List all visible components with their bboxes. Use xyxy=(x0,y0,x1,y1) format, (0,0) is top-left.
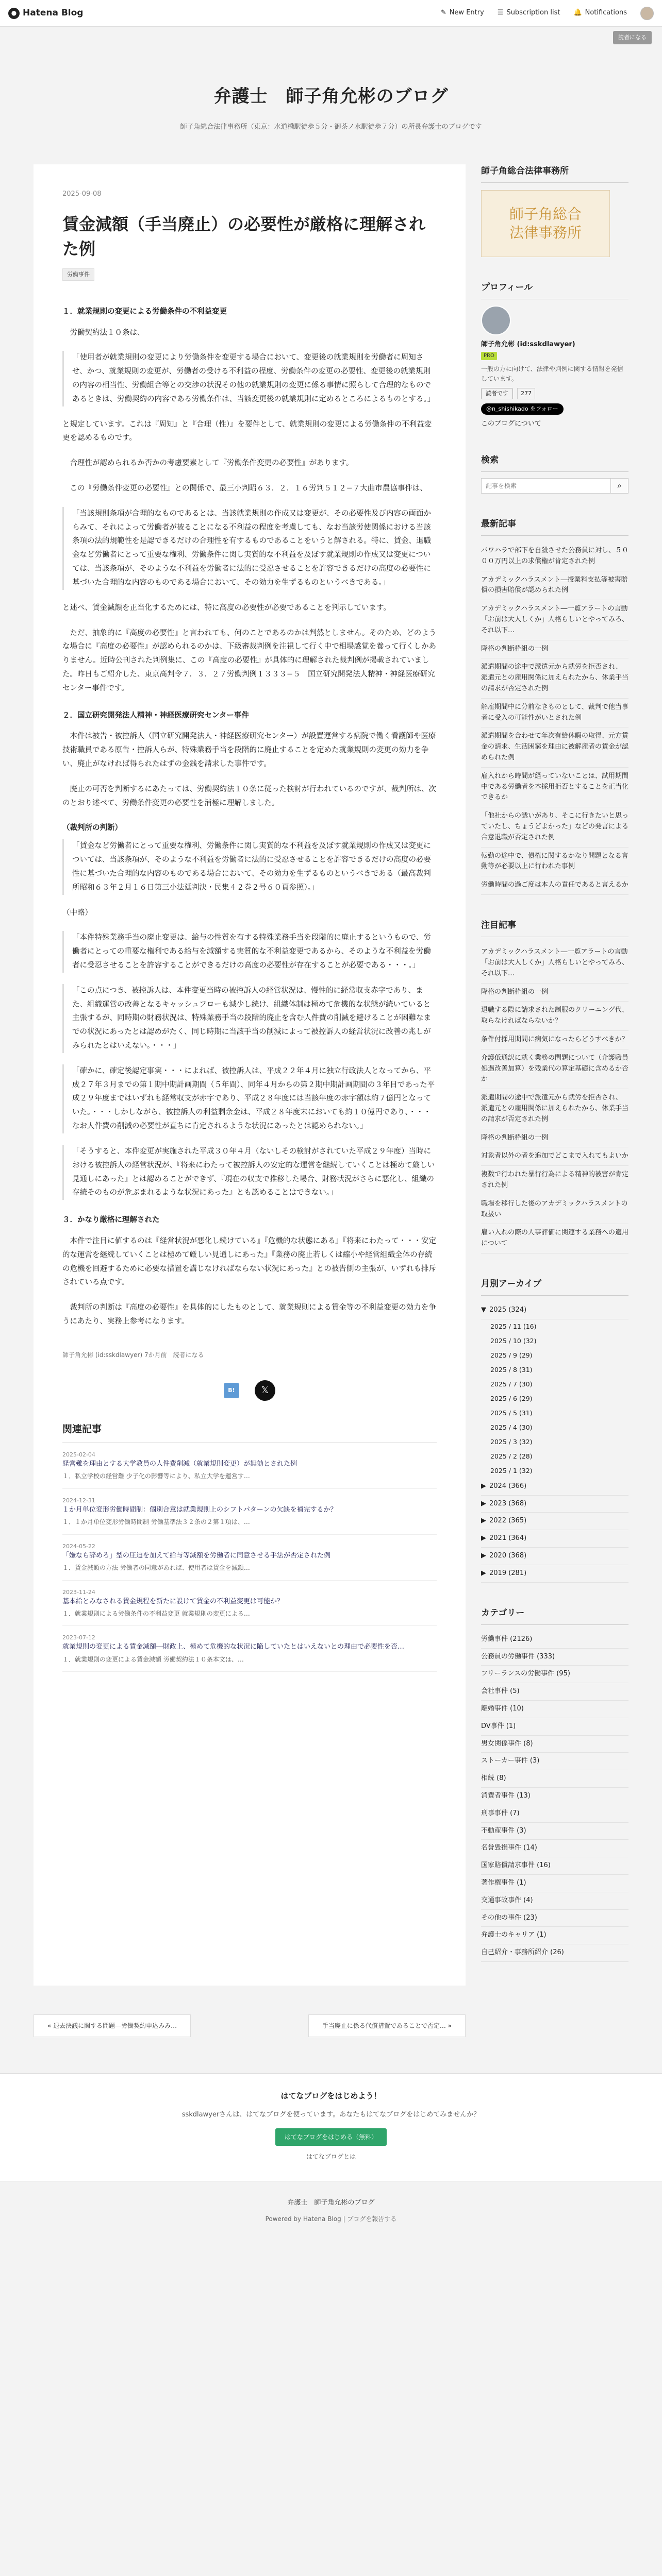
search-heading: 検索 xyxy=(481,453,628,472)
x-follow-button[interactable]: @n_shishikado をフォロー xyxy=(481,403,564,415)
global-header-menu xyxy=(441,7,654,20)
recent-heading: 最新記事 xyxy=(481,517,628,536)
archive-year-label: 2019 (281) xyxy=(489,1569,527,1577)
archive-heading: 月別アーカイブ xyxy=(481,1277,628,1296)
chevron-right-icon: ▶ xyxy=(481,1534,486,1543)
category-link[interactable]: 会社事件 (5) xyxy=(481,1683,628,1701)
recent-link[interactable]: パワハラで部下を自殺させた公務員に対し、５０００万円以上の求償権が肯定された例 xyxy=(481,542,628,571)
page-footer xyxy=(0,2073,662,2225)
share-buttons xyxy=(62,1380,437,1401)
search-module xyxy=(481,453,628,494)
popular-module xyxy=(481,919,628,1253)
popular-link[interactable]: 降格の判断枠組の一例 xyxy=(481,984,628,1002)
popular-link[interactable]: 降格の判断枠組の一例 xyxy=(481,1129,628,1148)
archive-month[interactable]: 2025 / 2 (28) xyxy=(490,1452,533,1460)
new-entry-label: New Entry xyxy=(449,9,484,17)
popular-link[interactable]: 条件付採用期間に病気になったらどうすべきか？ xyxy=(481,1031,628,1049)
profile-description: 一般の方に向けて、法律や判例に関する情報を発信しています。 xyxy=(481,365,623,383)
archive-year-label: 2023 (368) xyxy=(489,1499,527,1507)
category-link[interactable]: ストーカー事件 (3) xyxy=(481,1753,628,1770)
entry-article xyxy=(34,164,466,1986)
archive-month[interactable]: 2025 / 4 (30) xyxy=(490,1423,533,1431)
related-excerpt: １．就業規則の変更による賃金減額 労働契約法１０条本文は、… xyxy=(62,1655,244,1663)
recent-link[interactable]: 派遣期間を合わせて年次有給休暇の取得、元方賃金の請求、生活困窮を理由に被解雇者の賃金が認められた例 xyxy=(481,727,628,767)
about-hatena-link[interactable]: はてなブログとは xyxy=(306,2153,356,2161)
paragraph: 本件で注目に値するのは『経営状況が悪化し続けている』『危機的な状態にある』『将来にわたって・・・安定的な運営を継続していくことは極めて厳しい見通しにあった』『業務の廃止若しくは縮小や経営組織全体の存続の危機を回避するために必要な措置を講じなければならない状況にあった』との被告側の主張が、いずれも排斥されている点です。 xyxy=(62,1236,436,1287)
archive-month[interactable]: 2025 / 3 (32) xyxy=(490,1437,533,1446)
category-link[interactable]: 消費者事件 (13) xyxy=(481,1788,628,1805)
related-item[interactable] xyxy=(62,1489,437,1535)
category-link[interactable]: 労働事件 (2126) xyxy=(481,1631,628,1649)
chevron-down-icon: ▼ xyxy=(481,1306,486,1314)
search-button[interactable] xyxy=(611,478,628,494)
popular-link[interactable]: 対象者以外の者を追加でどこまで入れてもよいか xyxy=(481,1147,628,1166)
category-link[interactable]: 不動産事件 (3) xyxy=(481,1823,628,1840)
related-title[interactable]: 経営難を理由とする大学教員の人件費削減（就業規則変更）が無効とされた例 xyxy=(62,1460,297,1468)
recent-list xyxy=(481,542,628,895)
blockquote: 「賃金など労働者にとって重要な権利、労働条件に関し実質的な不利益を及ぼす就業規則の作成又は変更については、当該条項が、そのような不利益を労働者に法的に受忍させることを許容できるだけの高度の必要性に基づいた合理的な内容のものである場合において、その効力を生ずるものというべきである（最高裁判所昭和６３年２月１６日第三小法廷判決・民集４２巻２号６０頁参照）。」 xyxy=(62,839,437,894)
chevron-right-icon: ▶ xyxy=(481,1517,486,1525)
paragraph: 裁判所の判断は『高度の必要性』を具体的にしたものとして、就業規則による賃金等の不利益変更の効力を争うにあたり、実務上参考になります。 xyxy=(62,1303,436,1326)
category-link[interactable]: DV事件 (1) xyxy=(481,1718,628,1736)
profile-module xyxy=(481,281,628,430)
archive-list xyxy=(481,1302,628,1583)
archive-year-label: 2022 (365) xyxy=(489,1517,527,1525)
entry-body xyxy=(62,305,437,1329)
hatena-blog-logo-label: Hatena Blog xyxy=(23,7,84,18)
signup-button[interactable]: はてなブログをはじめる（無料） xyxy=(275,2128,387,2146)
archive-month[interactable]: 2025 / 5 (31) xyxy=(490,1409,533,1417)
popular-link[interactable]: 派遣期間の途中で派遣元から就労を拒否され、派遣元との雇用関係に加えられたから、休業手当の請求が否定された例 xyxy=(481,1089,628,1129)
search-form xyxy=(481,478,628,494)
recent-link[interactable]: 派遣期間の途中で派遣元から就労を拒否され、派遣元との雇用関係に加えられたから、休業手当の請求が否定された例 xyxy=(481,658,628,698)
prev-entry-link[interactable]: « 退去決議に関する問題―労働契約申込みみ… xyxy=(34,2014,191,2037)
search-input[interactable] xyxy=(481,478,611,494)
paragraph: 労働契約法１０条は、 xyxy=(62,328,145,337)
related-item[interactable] xyxy=(62,1626,437,1672)
next-entry-link[interactable]: 手当廃止に係る代償措置であることで否定… » xyxy=(308,2014,466,2037)
related-date: 2025-02-04 xyxy=(62,1451,95,1459)
category-link[interactable]: 相続 (8) xyxy=(481,1770,628,1788)
related-excerpt: １．賃金減額の方法 労働者の同意があれば、使用者は賃金を減額… xyxy=(62,1564,250,1571)
archive-year[interactable] xyxy=(481,1496,628,1513)
archive-month[interactable]: 2025 / 6 (29) xyxy=(490,1394,533,1402)
blockquote: 「本件特殊業務手当の廃止変更は、給与の性質を有する特殊業務手当を段階的に廃止するというもので、労働者にとっての重要な権利である給与を減額する実質的な不利益変更であるから、そのような不利益を労働者に受忍させることを許容することができるだけの高度の必要性が存在することが必要である・・・。」 xyxy=(62,931,437,972)
sub-heading: （裁判所の判断） xyxy=(62,824,122,833)
section-heading: １．就業規則の変更による労働条件の不利益変更 xyxy=(62,307,227,316)
chevron-right-icon: ▶ xyxy=(481,1569,486,1577)
category-link[interactable]: 著作権事件 (1) xyxy=(481,1875,628,1892)
recent-link[interactable]: 解雇期間中に分前なきものとして、裁判で他当事者に受入の可能性がいとされた例 xyxy=(481,699,628,728)
category-link[interactable]: その他の事件 (23) xyxy=(481,1910,628,1927)
related-title[interactable]: 「嫌なら辞めろ」型の圧迫を加えて給与等減額を労働者に同意させる手法が否定された例 xyxy=(62,1551,331,1560)
subscription-list-label: Subscription list xyxy=(506,9,560,17)
related-list xyxy=(62,1443,437,1672)
archive-year[interactable] xyxy=(481,1302,628,1319)
recent-link[interactable]: 転勤の途中で、債権に関するかなり問題となる言動等が必要以上に行われた事例 xyxy=(481,848,628,877)
category-link[interactable]: 国家賠償請求事件 (16) xyxy=(481,1857,628,1875)
related-date: 2023-07-12 xyxy=(62,1634,95,1641)
blog-header xyxy=(0,47,662,164)
chevron-right-icon: ▶ xyxy=(481,1499,486,1507)
entry-date[interactable]: 2025-09-08 xyxy=(62,190,102,198)
footer-blog-name[interactable]: 弁護士 師子角允彬のブログ xyxy=(287,2199,375,2207)
paragraph: （中略） xyxy=(62,908,92,917)
blockquote: 「この点につき、被控訴人は、本件変更当時の被控訴人の経営状況は、慢性的に経常収支赤字であり、また、組織運営の改善となるキャッシュフローも減少し続け、組織体制は極めて危機的な状態が続いていると主張するが、同時期の財務状況は、特殊業務手当の段階的廃止を含む人件費の削減を避けることが困難なまでの状況にあったとは認めがたく、同じ時期に当該手当の削減によって被控訴人の経営状況に改善の兆しがみられたとはいえない。・・・」 xyxy=(62,984,437,1053)
popular-link[interactable]: 職場を移行した後のアカデミックハラスメントの取扱い xyxy=(481,1195,628,1225)
office-module xyxy=(481,164,628,257)
reader-bar xyxy=(0,27,662,47)
paragraph: と規定しています。これは『周知』と『合理（性）』を要件として、就業規則の変更による労働条件の不利益変更を認めるものです。 xyxy=(62,420,432,443)
related-title[interactable]: 基本給とみなされる賃金規程を新たに設けて賃金の不利益変更は可能か？ xyxy=(62,1597,284,1605)
recent-link[interactable]: 「他社からの誘いがあり、そこに行きたいと思っていたし、ちょうどよかった」などの発言による合意退職が否定された例 xyxy=(481,807,628,847)
hatena-bookmark-button[interactable]: B! xyxy=(224,1383,239,1398)
entry-title[interactable]: 賃金減額（手当廃止）の必要性が厳格に理解された例 xyxy=(62,214,426,259)
blockquote: 「使用者が就業規則の変更により労働条件を変更する場合において、変更後の就業規則を労働者に周知させ、かつ、就業規則の変更が、労働者の受ける不利益の程度、労働条件の変更の必要性、変更後の就業規則の内容の相当性、労働組合等との交渉の状況その他の就業規則の変更に係る事情に照らして合理的なものであるときは、労働契約の内容である労働条件は、当該変更後の就業規則に定めるところによるものとする。」 xyxy=(62,351,437,406)
archive-month[interactable]: 2025 / 1 (32) xyxy=(490,1466,533,1475)
content-wrapper xyxy=(34,164,628,1986)
global-header xyxy=(0,0,662,27)
notifications-label: Notifications xyxy=(585,9,627,17)
notifications-button[interactable] xyxy=(573,7,627,20)
blockquote: 「そうすると、本件変更が実施された平成３０年４月（ないしその検討がされていた平成２９年度）当時における被控訴人の経営状況が、『将来にわたって被控訴人の安定的な運営を継続していくことは極めて厳しい見通しにあった』とは認めることができず、『現在の収支で推移した場合、財務状況がさらに悪化し、組織の存続そのものが危ぶまれるような状況にあった』とも認めることはできない。」 xyxy=(62,1145,437,1200)
category-link[interactable]: 公務員の労働事件 (333) xyxy=(481,1649,628,1666)
related-item[interactable] xyxy=(62,1535,437,1581)
archive-month[interactable]: 2025 / 10 (32) xyxy=(490,1336,537,1345)
category-module xyxy=(481,1606,628,1962)
paragraph: 本件は被告・被控訴人（国立研究開発法人・神経医療研究センター）が設置運営する病院で働く看護師や医療技術職員である原告・控訴人らが、特殊業務手当を段階的に廃止することを定めた就業規則の変更の効力を争い、廃止がなければ得られたはずの金銭を請求した事件です。 xyxy=(62,732,436,769)
reader-button[interactable]: 読者です xyxy=(481,388,513,399)
profile-heading: プロフィール xyxy=(481,281,628,299)
category-list xyxy=(481,1631,628,1962)
chevron-right-icon: ▶ xyxy=(481,1552,486,1560)
archive-year[interactable] xyxy=(481,1513,628,1530)
category-heading: カテゴリー xyxy=(481,1606,628,1625)
office-heading: 師子角総合法律事務所 xyxy=(481,164,628,183)
powered-by[interactable]: Powered by Hatena Blog | ブログを報告する xyxy=(265,2215,397,2223)
popular-heading: 注目記事 xyxy=(481,919,628,937)
recent-link[interactable]: アカデミックハラスメント―授業料支払等被害賠償の損害賠償が認められた例 xyxy=(481,571,628,601)
list-icon: ☰ xyxy=(497,9,504,17)
sidebar xyxy=(481,164,628,1986)
pro-badge: PRO xyxy=(481,352,497,360)
related-item[interactable] xyxy=(62,1443,437,1489)
archive-year[interactable] xyxy=(481,1478,628,1496)
x-share-button[interactable]: 𝕏 xyxy=(255,1380,275,1401)
new-entry-button[interactable] xyxy=(441,7,484,20)
blockquote: 「確かに、確定後認定事実・・・によれば、被控訴人は、平成２２年４月に独立行政法人となってから、平成２７年３月までの第１期中期計画期間（５年間）、同年４月からの第２期中期計画期間の３年目であった平成２９年度まではいずれも経常収支が赤字であり、平成２８年度には当該年度の赤字額は約７億円となっていた。・・・しかしながら、被控訴人の利益剰余金は、平成２８年度末においても約１０億円であり、・・・なお人件費の削減の必要性が直ちに肯定されるような状況にあったとは認められない。」 xyxy=(62,1064,437,1133)
recent-link[interactable]: 降格の判断枠組の一例 xyxy=(481,640,628,659)
archive-year-label: 2025 (324) xyxy=(489,1306,527,1314)
category-link[interactable]: 離婚事件 (10) xyxy=(481,1701,628,1718)
blog-description: 師子角総合法律事務所（東京：水道橋駅徒歩５分・御茶ノ水駅徒歩７分）の所長弁護士のブログです xyxy=(180,123,482,131)
category-link[interactable]: 交通事故事件 (4) xyxy=(481,1892,628,1910)
bell-icon: 🔔 xyxy=(573,9,582,17)
subscribe-reader-button[interactable]: 読者になる xyxy=(613,31,652,44)
category-link[interactable]: 男女関係事件 (8) xyxy=(481,1736,628,1753)
related-excerpt: １．私立学校の経営難 少子化の影響等により、私立大学を運営す… xyxy=(62,1472,250,1480)
paragraph: 合理性が認められるか否かの考慮要素として『労働条件変更の必要性』があります。 xyxy=(62,459,354,468)
category-link[interactable]: 自己紹介・事務所紹介 (26) xyxy=(481,1944,628,1962)
related-title[interactable]: １か月単位変形労働時間制：個別合意は就業規則上のシフトパターンの欠缺を補完するか？ xyxy=(62,1506,337,1514)
archive-year[interactable] xyxy=(481,1548,628,1565)
paragraph: この『労働条件変更の必要性』との関係で、最三小判昭６３．２．１６労判５１２−７大曲市農協事件は、 xyxy=(62,484,427,493)
recent-module xyxy=(481,517,628,895)
archive-year-label: 2020 (368) xyxy=(489,1552,527,1560)
related-date: 2024-12-31 xyxy=(62,1497,95,1504)
about-blog-link[interactable]: このブログについて xyxy=(481,419,541,428)
popular-link[interactable]: 複数で行われた暴行行為による精神的被害が肯定された例 xyxy=(481,1166,628,1195)
entry-category[interactable]: 労働事件 xyxy=(62,268,94,281)
popular-link[interactable]: 退職する際に請求された制服のクリーニング代、取らなければならないか？ xyxy=(481,1002,628,1031)
paragraph: 廃止の可否を判断するにあたっては、労働契約法１０条に従った検討が行われているのですが、裁判所は、次のとおり述べて、労働条件変更の必要性を消極に理解しました。 xyxy=(62,785,436,807)
popular-link[interactable]: 雇い入れの際の人事評価に関連する業務への適用について xyxy=(481,1224,628,1253)
search-icon: ⌕ xyxy=(617,481,622,490)
user-avatar[interactable] xyxy=(640,7,654,20)
archive-module xyxy=(481,1277,628,1583)
entry-footer-meta: 師子角允彬 (id:sskdlawyer) 7か月前 読者になる xyxy=(62,1351,204,1359)
popular-link[interactable]: アカデミックハラスメント―一覧アラートの言動「お前は大人しくか」人格らしいとやってみろ、それ以下… xyxy=(481,943,628,983)
archive-month[interactable]: 2025 / 7 (30) xyxy=(490,1380,533,1388)
related-excerpt: １．就業規則による労働条件の不利益変更 就業規則の変更による… xyxy=(62,1609,250,1617)
office-logo[interactable] xyxy=(481,190,610,257)
signup-box xyxy=(0,2073,662,2181)
subscription-list-button[interactable] xyxy=(498,7,560,20)
archive-year-label: 2024 (366) xyxy=(489,1482,527,1490)
signup-title: はてなブログをはじめよう！ xyxy=(280,2091,382,2101)
hatena-logo-icon: ● xyxy=(8,8,20,19)
archive-month[interactable]: 2025 / 11 (16) xyxy=(490,1322,537,1330)
archive-year-label: 2021 (364) xyxy=(489,1534,527,1543)
office-logo-text: 師子角総合 法律事務所 xyxy=(509,205,582,242)
category-link[interactable]: 名誉毀損事件 (14) xyxy=(481,1840,628,1857)
pager xyxy=(34,2014,466,2037)
section-heading: ３．かなり厳格に理解された xyxy=(62,1216,160,1225)
profile-name[interactable]: 師子角允彬 (id:sskdlawyer) xyxy=(481,341,575,349)
related-date: 2024-05-22 xyxy=(62,1543,95,1550)
profile-avatar[interactable] xyxy=(481,306,511,335)
blog-title[interactable]: 弁護士 師子角允彬のブログ xyxy=(213,86,449,107)
section-heading: ２．国立研究開発法人精神・神経医療研究センター事件 xyxy=(62,711,249,720)
chevron-right-icon: ▶ xyxy=(481,1482,486,1490)
related-date: 2023-11-24 xyxy=(62,1588,95,1596)
related-excerpt: １．１か月単位変形労働時間制 労働基準法３２条の２第１項は、… xyxy=(62,1518,250,1526)
recent-link[interactable]: 雇入れから時間が経っていないことは、試用期間中である労働者を本採用拒否とすることを正当化できるか xyxy=(481,768,628,807)
recent-link[interactable]: 労働時間の過ご度は本人の責任であると言えるか xyxy=(481,876,628,895)
related-item[interactable] xyxy=(62,1581,437,1626)
recent-link[interactable]: アカデミックハラスメント―一覧アラートの言動「お前は大人しくか」人格らしいとやってみろ、それ以下… xyxy=(481,600,628,640)
blockquote: 「当該規則条項が合理的なものであるとは、当該就業規則の作成又は変更が、その必要性及び内容の両面からみて、それによって労働者が被ることになる不利益の程度を考慮しても、なお当該労使関係における当該条項の法的規範性を是認できるだけの合理性を有するものであることをいうと解される。特に、賃金、退職金など労働者にとって重要な権利、労働条件に関し実質的な不利益を及ぼす就業規則の作成又は変更については、当該条項が、そのような不利益を労働者に法的に受忍させることを許容できるだけの高度の必要性に基づいた合理的な内容のものである場合において、その効力を生ずるものというべきである。」 xyxy=(62,507,437,590)
popular-link[interactable]: 介護低通訳に就く業務の問題について（介護職員処遇改善加算）を残業代の算定基礎に含めるか否か xyxy=(481,1049,628,1089)
reader-count: 277 xyxy=(517,388,535,399)
archive-year[interactable] xyxy=(481,1565,628,1583)
pencil-icon: ✎ xyxy=(440,9,446,17)
paragraph: ただ、抽象的に『高度の必要性』と言われても、何のことであるのかは判然としません。そのため、どのような場合に『高度の必要性』が認められるのかは、下級審裁判例を注視して行く中で相場感覚を養って行くしかありません。近時公刊された判例集に、この『高度の必要性』が具体的に理解された裁判例が掲載されていました。昨日もご紹介した、東京高判令７．３．２７労働判例１３３３−５ 国立研究開発法人精神・神経医療研究センター事件です。 xyxy=(62,629,437,692)
signup-text: sskdlawyerさんは、はてなブログを使っています。あなたもはてなブログをはじめてみませんか？ xyxy=(181,2110,481,2119)
hatena-blog-logo[interactable] xyxy=(8,5,83,21)
archive-month[interactable]: 2025 / 8 (31) xyxy=(490,1365,533,1374)
paragraph: と述べ、賃金減額を正当化するためには、特に高度の必要性が必要であることを判示しています。 xyxy=(62,603,391,612)
popular-list xyxy=(481,943,628,1253)
category-link[interactable]: 刑事事件 (7) xyxy=(481,1805,628,1823)
related-heading: 関連記事 xyxy=(62,1420,437,1443)
category-link[interactable]: 弁護士のキャリア (1) xyxy=(481,1927,628,1944)
category-link[interactable]: フリーランスの労働事件 (95) xyxy=(481,1666,628,1683)
related-title[interactable]: 就業規則の変更による賃金減額―財政上、極めて危機的な状況に陥していたとはいえないとの理由で必要性を否… xyxy=(62,1643,405,1651)
archive-year[interactable] xyxy=(481,1530,628,1548)
archive-month[interactable]: 2025 / 9 (29) xyxy=(490,1351,533,1359)
